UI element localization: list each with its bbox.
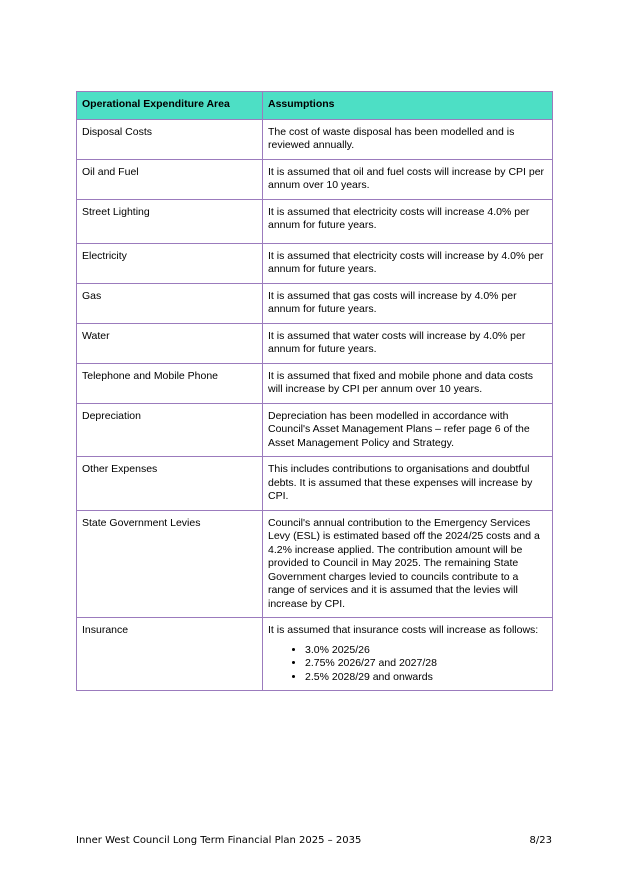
table-row (77, 159, 553, 199)
table-row (77, 618, 553, 691)
header-area: Operational Expenditure Area (77, 92, 263, 120)
area-cell: Water (77, 323, 263, 363)
insurance-intro: It is assumed that insurance costs will increase as follows: (268, 624, 539, 636)
assumption-cell: It is assumed that water costs will increase by 4.0% per annum for future years. (263, 323, 553, 363)
assumption-cell: It is assumed that electricity costs will increase 4.0% per annum for future years. (263, 199, 553, 243)
area-cell: Street Lighting (77, 199, 263, 243)
assumption-cell: It is assumed that gas costs will increase by 4.0% per annum for future years. (263, 283, 553, 323)
area-cell: Depreciation (77, 403, 263, 457)
table-row (77, 119, 553, 159)
table-row (77, 457, 553, 511)
footer-title: Inner West Council Long Term Financial Plan 2025 – 2035 (76, 835, 362, 846)
area-cell: Oil and Fuel (77, 159, 263, 199)
table-row (77, 243, 553, 283)
assumption-cell: Council's annual contribution to the Emergency Services Levy (ESL) is estimated based off the 2024/25 costs and a 4.2% increase applied. The contribution amount will be provided to Council in May 2025. The remaining State Government charges levied to councils contribute to a range of services and it is assumed that the levies will increase by CPI. (263, 510, 553, 618)
assumption-cell (263, 618, 553, 691)
assumption-cell: This includes contributions to organisations and doubtful debts. It is assumed that these expenses will increase by CPI. (263, 457, 553, 511)
area-cell: Other Expenses (77, 457, 263, 511)
list-item: • 3.0% 2025/26 (305, 644, 546, 658)
assumption-cell: Depreciation has been modelled in accordance with Council's Asset Management Plans – refer page 6 of the Asset Management Policy and Strategy. (263, 403, 553, 457)
table-row (77, 199, 553, 243)
area-cell: Insurance (77, 618, 263, 691)
assumption-cell: The cost of waste disposal has been modelled and is reviewed annually. (263, 119, 553, 159)
list-item: • 2.75% 2026/27 and 2027/28 (305, 657, 546, 671)
area-cell: Telephone and Mobile Phone (77, 363, 263, 403)
table-row (77, 403, 553, 457)
area-cell: Electricity (77, 243, 263, 283)
assumption-cell: It is assumed that fixed and mobile phone and data costs will increase by CPI per annum over 10 years. (263, 363, 553, 403)
page-number: 8/23 (529, 835, 552, 846)
assumptions-table (76, 91, 553, 691)
table-row (77, 323, 553, 363)
table-row (77, 510, 553, 618)
list-item: • 2.5% 2028/29 and onwards (305, 671, 546, 685)
table-row (77, 283, 553, 323)
area-cell: Gas (77, 283, 263, 323)
table-row (77, 363, 553, 403)
insurance-bullet-list (268, 644, 546, 685)
area-cell: Disposal Costs (77, 119, 263, 159)
table-header-row (77, 92, 553, 120)
assumption-cell: It is assumed that electricity costs will increase by 4.0% per annum for future years. (263, 243, 553, 283)
header-assumptions: Assumptions (263, 92, 553, 120)
assumption-cell: It is assumed that oil and fuel costs will increase by CPI per annum over 10 years. (263, 159, 553, 199)
area-cell: State Government Levies (77, 510, 263, 618)
